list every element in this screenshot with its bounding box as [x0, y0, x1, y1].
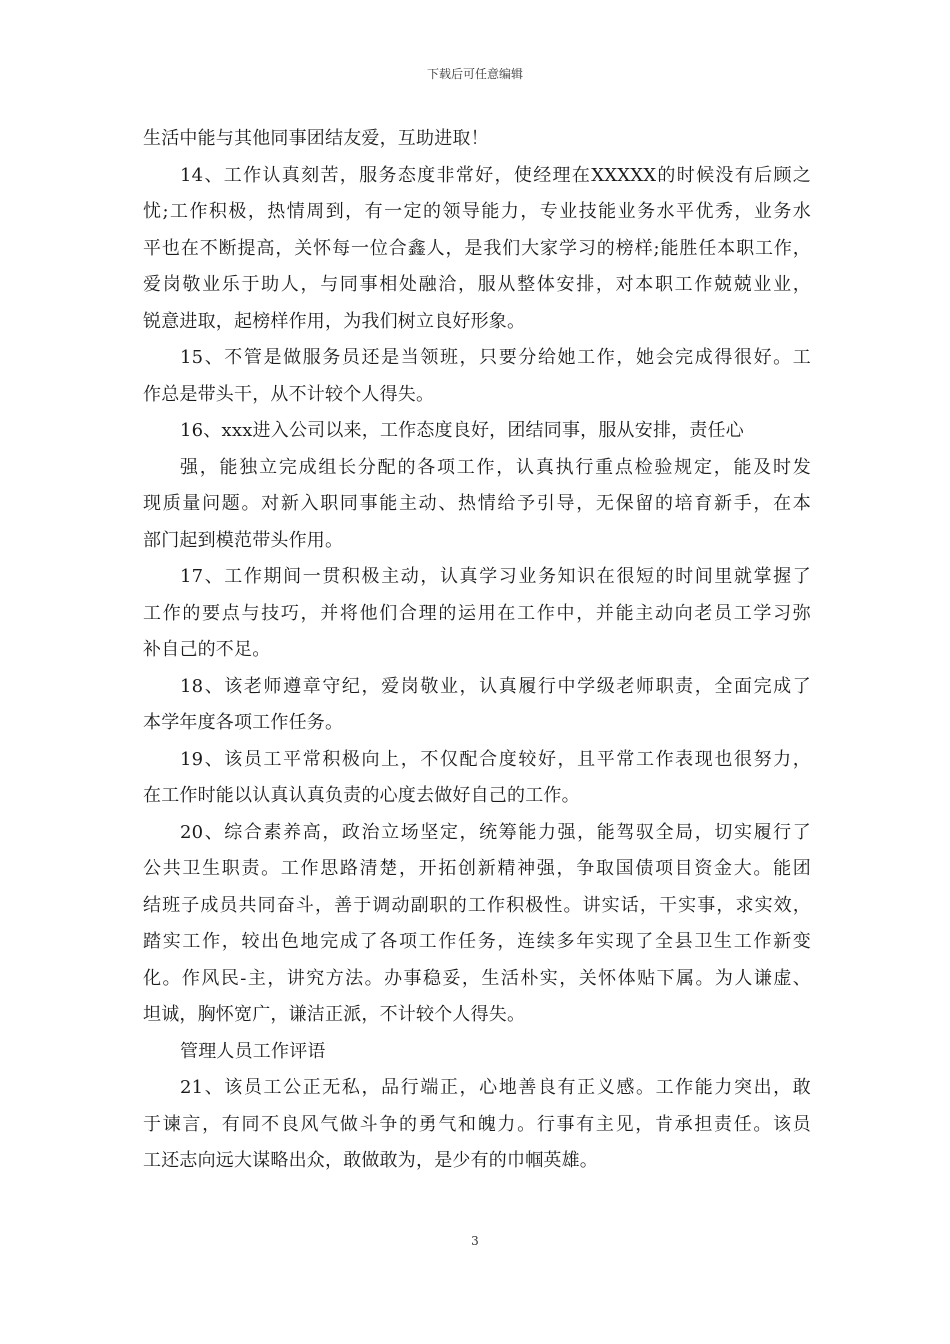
- text-line: 16、xxx进入公司以来，工作态度良好，团结同事，服从安排，责任心: [180, 420, 744, 441]
- text-line: 踏实工作，较出色地完成了各项工作任务，连续多年实现了全县卫生工作新变: [143, 931, 811, 952]
- text-line: 平也在不断提高，关怀每一位合鑫人，是我们大家学习的榜样;能胜任本职工作，: [143, 237, 811, 259]
- text-line: 忧;工作积极，热情周到，有一定的领导能力，专业技能业务水平优秀，业务水: [143, 201, 811, 222]
- page-number: 3: [471, 1234, 479, 1248]
- text-line: 工作的要点与技巧，并将他们合理的运用在工作中，并能主动向老员工学习弥: [143, 602, 811, 624]
- text-line: 18、该老师遵章守纪，爱岗敬业，认真履行中学级老师职责，全面完成了: [180, 675, 811, 697]
- text-line: 补自己的不足。: [143, 639, 271, 660]
- text-line: 化。作风民-主，讲究方法。办事稳妥，生活朴实，关怀体贴下属。为人谦虚、: [143, 967, 811, 989]
- text-line: 工还志向远大谋略出众，敢做敢为，是少有的巾帼英雄。: [143, 1150, 598, 1171]
- text-line: 在工作时能以认真认真负责的心度去做好自己的工作。: [143, 785, 580, 806]
- text-line: 15、不管是做服务员还是当领班，只要分给她工作，她会完成得很好。工: [180, 347, 811, 368]
- text-line: 20、综合素养高，政治立场坚定，统筹能力强，能驾驭全局，切实履行了: [180, 821, 811, 843]
- text-line: 本学年度各项工作任务。: [143, 712, 344, 733]
- text-line: 锐意进取，起榜样作用，为我们树立良好形象。: [143, 310, 526, 332]
- text-line: 爱岗敬业乐于助人，与同事相处融洽，服从整体安排，对本职工作兢兢业业，: [143, 274, 811, 295]
- text-line: 部门起到模范带头作用。: [143, 529, 344, 551]
- text-line: 管理人员工作评语: [180, 1040, 326, 1062]
- text-line: 公共卫生职责。工作思路清楚，开拓创新精神强，争取国债项目资金大。能团: [143, 858, 811, 879]
- text-line: 生活中能与其他同事团结友爱，互助进取！: [143, 128, 489, 149]
- document-body: [143, 121, 811, 1180]
- text-line: 作总是带头干，从不计较个人得失。: [143, 383, 435, 405]
- text-line: 21、该员工公正无私，品行端正，心地善良有正义感。工作能力突出，敢: [180, 1077, 811, 1098]
- page-header: 下载后可任意编辑: [426, 67, 523, 81]
- text-line: 结班子成员共同奋斗，善于调动副职的工作积极性。讲实话，干实事，求实效，: [143, 894, 811, 916]
- text-line: 14、工作认真刻苦，服务态度非常好，使经理在XXXXX的时候没有后顾之: [180, 164, 811, 186]
- text-line: 坦诚，胸怀宽广，谦洁正派，不计较个人得失。: [143, 1004, 526, 1025]
- text-line: 现质量问题。对新入职同事能主动、热情给予引导，无保留的培育新手，在本: [143, 493, 811, 514]
- text-line: 于谏言，有同不良风气做斗争的勇气和魄力。行事有主见，肯承担责任。该员: [143, 1113, 811, 1135]
- text-line: 17、工作期间一贯积极主动，认真学习业务知识在很短的时间里就掌握了: [180, 566, 811, 587]
- text-line: 强，能独立完成组长分配的各项工作，认真执行重点检验规定，能及时发: [180, 456, 811, 478]
- text-line: 19、该员工平常积极向上，不仅配合度较好，且平常工作表现也很努力，: [180, 748, 811, 770]
